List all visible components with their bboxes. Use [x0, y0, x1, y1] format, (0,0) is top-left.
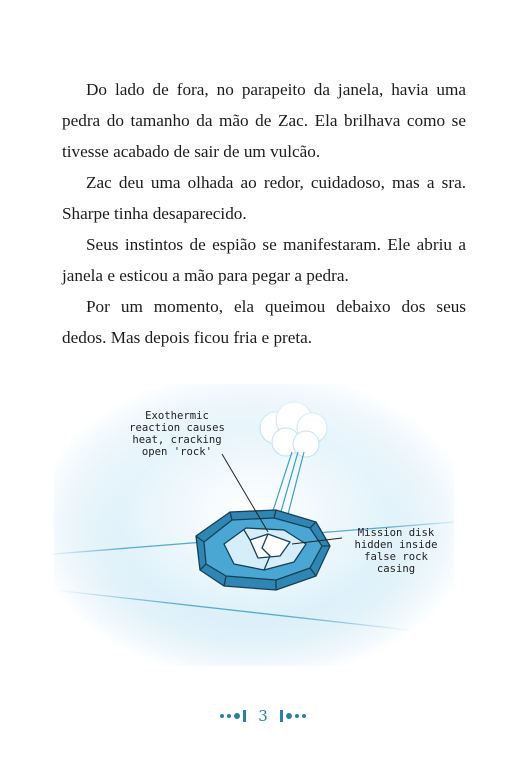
ornament-dot: [220, 714, 224, 718]
ornament-bar: [243, 710, 246, 722]
disk-callout: [342, 527, 450, 575]
heat-callout-line: Exothermic: [145, 410, 209, 422]
disk-callout-line: false rock casing: [364, 551, 428, 575]
paragraph-1: Do lado de fora, no parapeito da janela, havia uma pedra do tamanho da mão de Zac. Ela brilhava como se tivesse acabado de sair de um vulcão.: [62, 80, 466, 161]
disk-callout-line: Mission disk: [357, 527, 435, 539]
ornament-dot: [286, 713, 292, 719]
left-ornament: [220, 710, 246, 722]
heat-callout-line: open 'rock': [141, 446, 213, 458]
paragraph-4: Por um momento, ela queimou debaixo dos seus dedos. Mas depois ficou fria e preta.: [62, 297, 466, 347]
disk-callout-line: hidden inside: [354, 539, 438, 551]
ornament-bar: [280, 710, 283, 722]
page-number: 3: [258, 707, 268, 725]
page-footer: [0, 706, 526, 726]
heat-callout: [112, 410, 242, 458]
ornament-dot: [302, 714, 306, 718]
ornament-dot: [234, 713, 240, 719]
paragraph-2: Zac deu uma olhada ao redor, cuidadoso, mas a sra. Sharpe tinha desaparecido.: [62, 173, 466, 223]
heat-callout-line: reaction causes: [129, 422, 225, 434]
ornament-dot: [227, 714, 231, 718]
ornament-dot: [295, 714, 299, 718]
right-ornament: [280, 710, 306, 722]
story-text: [62, 74, 466, 353]
heat-callout-line: heat, cracking: [132, 434, 222, 446]
paragraph-3: Seus instintos de espião se manifestaram. Ele abriu a janela e esticou a mão para pegar a pedra.: [62, 235, 466, 285]
